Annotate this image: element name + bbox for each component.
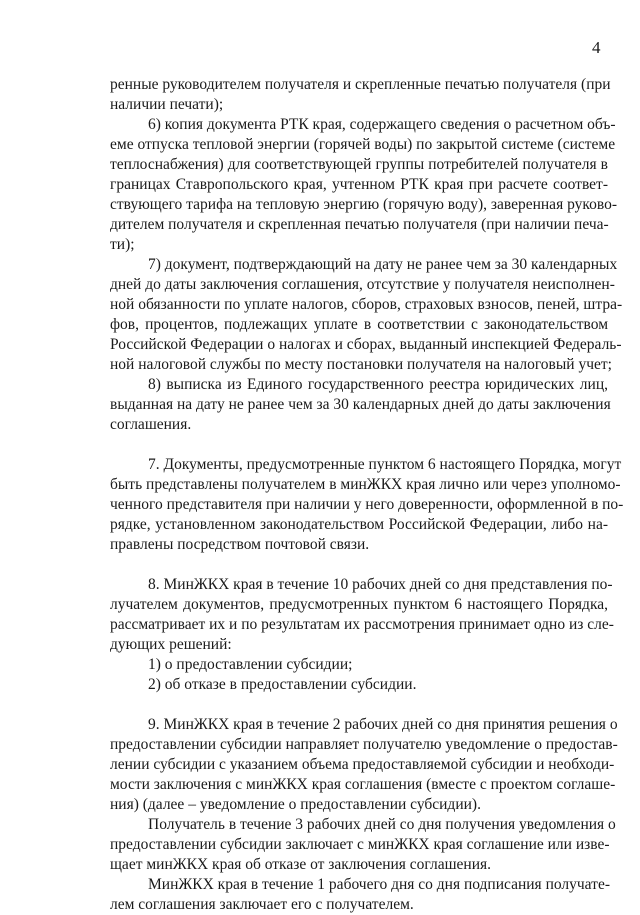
text-line: еме отпуска тепловой энергии (горячей воды) по закрытой системе (системе bbox=[110, 136, 616, 153]
text-line: лении субсидии с указанием объема предоставляемой субсидии и необходи- bbox=[110, 756, 615, 773]
paragraph-section9-ministry bbox=[110, 875, 608, 915]
text-line: дней до даты заключения соглашения, отсутствие у получателя неисполнен- bbox=[110, 276, 615, 293]
text-line: соглашения. bbox=[110, 416, 192, 433]
text-line: 9. МинЖКХ края в течение 2 рабочих дней со дня принятия решения о bbox=[148, 716, 618, 733]
text-line: дующих решений: bbox=[110, 636, 232, 653]
text-line: правлены посредством почтовой связи. bbox=[110, 536, 370, 553]
text-line: 1) о предоставлении субсидии; bbox=[148, 656, 353, 673]
text-line: ствующего тарифа на тепловую энергию (горячую воду), заверенная руково- bbox=[110, 196, 617, 213]
text-line: 8) выписка из Единого государственного реестра юридических лиц, bbox=[148, 376, 608, 393]
page-number: 4 bbox=[592, 38, 601, 57]
text-line: 7. Документы, предусмотренные пунктом 6 настоящего Порядка, могут bbox=[148, 456, 622, 473]
text-line: рассматривает их и по результатам их рассмотрения принимает одно из сле- bbox=[110, 616, 614, 633]
text-line: Получатель в течение 3 рабочих дней со дня получения уведомления о bbox=[148, 816, 616, 833]
document-body bbox=[110, 75, 624, 915]
text-line: быть представлены получателем в минЖКХ края лично или через уполномо- bbox=[110, 476, 621, 493]
text-line: границах Ставропольского края, учтенном РТК края при расчете соответ- bbox=[110, 176, 608, 193]
text-line: ренные руководителем получателя и скрепленные печатью получателя (при bbox=[110, 76, 611, 93]
paragraph-section7 bbox=[110, 455, 624, 555]
paragraph-section8-option2 bbox=[110, 675, 608, 695]
paragraph-item5-continuation bbox=[110, 75, 611, 115]
text-line: 2) об отказе в предоставлении субсидии. bbox=[148, 676, 417, 693]
paragraph-section8-option1 bbox=[110, 655, 608, 675]
text-line: выданная на дату не ранее чем за 30 календарных дней до даты заключения bbox=[110, 396, 611, 413]
text-line: фов, процентов, подлежащих уплате в соответствии с законодательством bbox=[110, 316, 608, 333]
paragraph-item6 bbox=[110, 115, 617, 255]
paragraph-section8 bbox=[110, 575, 614, 655]
text-line: рядке, установленном законодательством Российской Федерации, либо на- bbox=[110, 516, 608, 533]
text-line: теплоснабжения) для соответствующей группы потребителей получателя в bbox=[110, 156, 608, 173]
text-line: мости заключения с минЖКХ края соглашения (вместе с проектом соглаше- bbox=[110, 776, 616, 793]
text-line: щает минЖКХ края об отказе от заключения соглашения. bbox=[110, 856, 492, 873]
text-line: лучателем документов, предусмотренных пунктом 6 настоящего Порядка, bbox=[110, 596, 608, 613]
text-line: лем соглашения заключает его с получателем. bbox=[110, 896, 414, 913]
text-line: ния) (далее – уведомление о предоставлении субсидии). bbox=[110, 796, 481, 813]
text-line: ной обязанности по уплате налогов, сборов, страховых взносов, пеней, штра- bbox=[110, 296, 623, 313]
text-line: ти); bbox=[110, 236, 135, 253]
text-line: 7) документ, подтверждающий на дату не ранее чем за 30 календарных bbox=[148, 256, 618, 273]
paragraph-item8 bbox=[110, 375, 611, 435]
text-line: Российской Федерации о налогах и сборах, выданный инспекцией Федераль- bbox=[110, 336, 622, 353]
text-line: МинЖКХ края в течение 1 рабочего дня со дня подписания получате- bbox=[148, 876, 610, 893]
text-line: предоставлении субсидии заключает с минЖКХ края соглашение или изве- bbox=[110, 836, 610, 853]
text-line: 6) копия документа РТК края, содержащего сведения о расчетном объ- bbox=[148, 116, 616, 133]
text-line: ченного представителя при наличии у него доверенности, оформленной в по- bbox=[110, 496, 624, 513]
paragraph-item7 bbox=[110, 255, 623, 375]
paragraph-section9-recipient bbox=[110, 815, 616, 875]
paragraph-section9 bbox=[110, 715, 618, 815]
text-line: наличии печати); bbox=[110, 96, 224, 113]
text-line: 8. МинЖКХ края в течение 10 рабочих дней со дня представления по- bbox=[148, 576, 613, 593]
text-line: ной налоговой службы по месту постановки получателя на налоговый учет; bbox=[110, 356, 612, 373]
text-line: дителем получателя и скрепленная печатью получателя (при наличии печа- bbox=[110, 216, 609, 233]
text-line: предоставлении субсидии направляет получателю уведомление о предостав- bbox=[110, 736, 618, 753]
